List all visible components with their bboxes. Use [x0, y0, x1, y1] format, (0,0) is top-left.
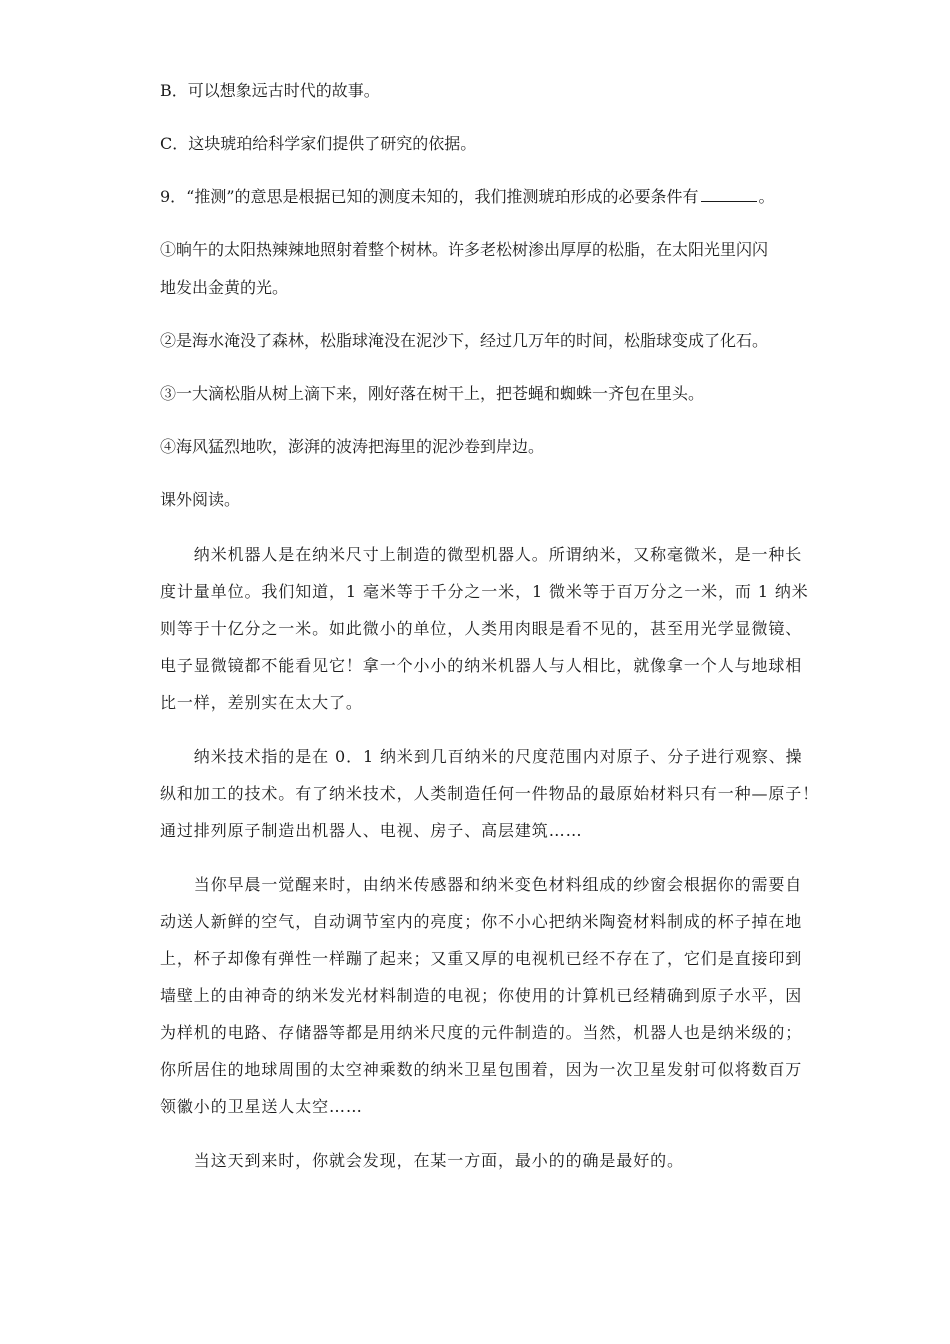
question-9-end: 。 [758, 187, 775, 206]
condition-1-line-1: ①晌午的太阳热辣辣地照射着整个树林。许多老松树渗出厚厚的松脂，在太阳光里闪闪 [160, 240, 769, 259]
passage-line: 纳米机器人是在纳米尺寸上制造的微型机器人。所谓纳米，又称毫微米，是一种长 [160, 545, 803, 564]
question-9 [160, 186, 775, 208]
question-9-prompt: 9．“推测”的意思是根据已知的测度未知的，我们推测琥珀形成的必要条件有 [160, 187, 699, 206]
passage-line: 墙壁上的由神奇的纳米发光材料制造的电视；你使用的计算机已经精确到原子水平，因 [160, 986, 803, 1005]
answer-blank[interactable] [701, 187, 757, 202]
passage-line: 纳米技术指的是在 0．1 纳米到几百纳米的尺度范围内对原子、分子进行观察、操 [160, 747, 803, 766]
section-title: 课外阅读。 [160, 490, 241, 509]
condition-1-line-2: 地发出金黄的光。 [160, 278, 289, 297]
passage-line: 通过排列原子制造出机器人、电视、房子、高层建筑…… [160, 821, 583, 840]
option-b: B．可以想象远古时代的故事。 [160, 81, 380, 100]
passage-line: 度计量单位。我们知道，1 毫米等于千分之一米，1 微米等于百万分之一米，而 1 纳米 [160, 582, 809, 601]
passage-line: 为样机的电路、存储器等都是用纳米尺度的元件制造的。当然，机器人也是纳米级的； [160, 1023, 803, 1042]
condition-2: ②是海水淹没了森林，松脂球淹没在泥沙下，经过几万年的时间，松脂球变成了化石。 [160, 331, 769, 350]
passage-line: 你所居住的地球周围的太空神乘数的纳米卫星包围着，因为一次卫星发射可似将数百万 [160, 1060, 803, 1079]
option-c: C．这块琥珀给科学家们提供了研究的依据。 [160, 134, 477, 153]
passage-line: 比一样，差别实在太大了。 [160, 693, 363, 712]
condition-4: ④海风猛烈地吹，澎湃的波涛把海里的泥沙卷到岸边。 [160, 437, 545, 456]
passage-line: 当这天到来时，你就会发现，在某一方面，最小的的确是最好的。 [160, 1151, 684, 1170]
passage-line: 领徽小的卫星送人太空…… [160, 1097, 363, 1116]
passage-line: 上，杯子却像有弹性一样蹦了起来；又重又厚的电视机已经不存在了，它们是直接印到 [160, 949, 803, 968]
condition-3: ③一大滴松脂从树上滴下来，刚好落在树干上，把苍蝇和蜘蛛一齐包在里头。 [160, 384, 705, 403]
passage-line: 纵和加工的技术。有了纳米技术，人类制造任何一件物品的最原始材料只有一种—原子！ [160, 784, 820, 803]
passage-line: 动送人新鲜的空气，自动调节室内的亮度；你不小心把纳米陶瓷材料制成的杯子掉在地 [160, 912, 803, 931]
passage-line: 当你早晨一觉醒来时，由纳米传感器和纳米变色材料组成的纱窗会根据你的需要自 [160, 875, 803, 894]
passage-line: 电子显微镜都不能看见它！拿一个小小的纳米机器人与人相比，就像拿一个人与地球相 [160, 656, 803, 675]
passage-line: 则等于十亿分之一米。如此微小的单位，人类用肉眼是看不见的，甚至用光学显微镜、 [160, 619, 803, 638]
